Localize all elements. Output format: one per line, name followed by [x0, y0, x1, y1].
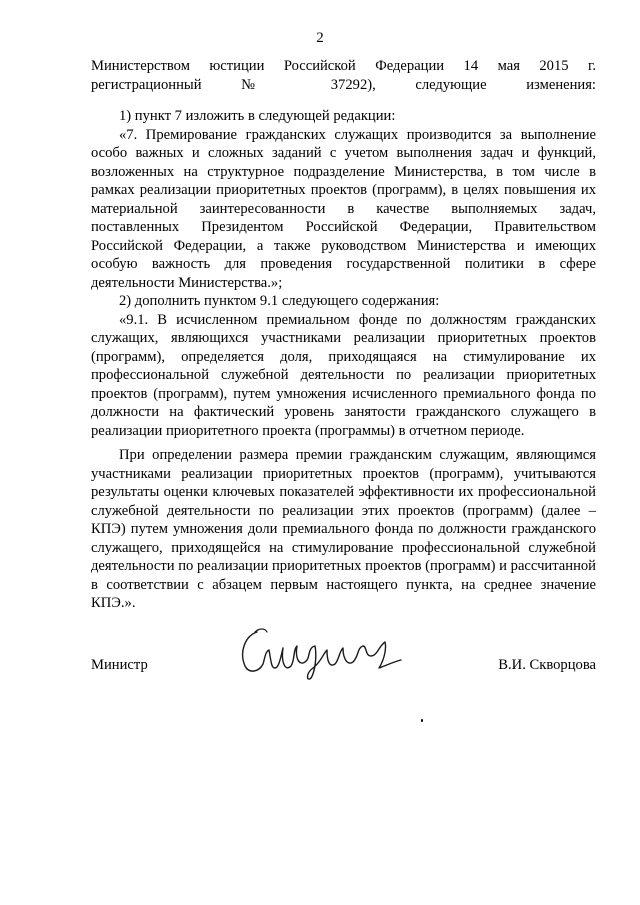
- paragraph-item-2: 2) дополнить пунктом 9.1 следующего содержания:: [119, 293, 440, 309]
- signatory-title: Министр: [91, 657, 148, 673]
- signatory-name: В.И. Скворцова: [498, 657, 596, 673]
- page-number: 2: [316, 30, 324, 46]
- paragraph-item-1: 1) пункт 7 изложить в следующей редакции:: [119, 108, 396, 124]
- paragraph-point-7: «7. Премирование гражданских служащих производится за выполнение особо важных и сложных заданий с учетом выполнения задач и функций, возложенных на структурное подразделение Министерства, в том числе в рамках реализации приоритетных проектов (программ), в целях повышения их материальной заинтересованности в качестве выполняемых задач, поставленных Президентом Российской Федерации, Правительством Российской Федерации, а также руководством Министерства и имеющих особую важность для проведения государственной политики в сфере деятельности Министерства.»;: [91, 126, 596, 291]
- stray-mark: [421, 719, 423, 722]
- handwritten-signature: [235, 622, 405, 684]
- document-body: [91, 57, 596, 613]
- paragraph-point-9-1: «9.1. В исчисленном премиальном фонде по должностям гражданских служащих, являющихся участниками реализации приоритетных проектов (программ), определяется доля, приходящаяся на стимулирование их профессиональной служебной деятельности по реализации приоритетных проектов (программ), путем умножения исчисленного премиального фонда по должности на фактический уровень занятости гражданского служащего в реализации приоритетного проекта (программы) в отчетном периоде.: [91, 311, 596, 439]
- paragraph-intro: Министерством юстиции Российской Федерации 14 мая 2015 г. регистрационный № 37292), следующие изменения:: [91, 58, 596, 93]
- paragraph-bonus-calculation: При определении размера премии гражданским служащим, являющимся участниками реализации приоритетных проектов (программ), учитываются результаты оценки ключевых показателей эффективности их профессиональной служебной деятельности по реализации этих проектов (программ) (далее – КПЭ) путем умножения доли премиального фонда по должности гражданского служащего, приходящейся на стимулирование профессиональной служебной деятельности по реализации приоритетных проектов (программ) и рассчитанной в соответствии с абзацем первым настоящего пункта, на среднее значение КПЭ.».: [91, 447, 596, 611]
